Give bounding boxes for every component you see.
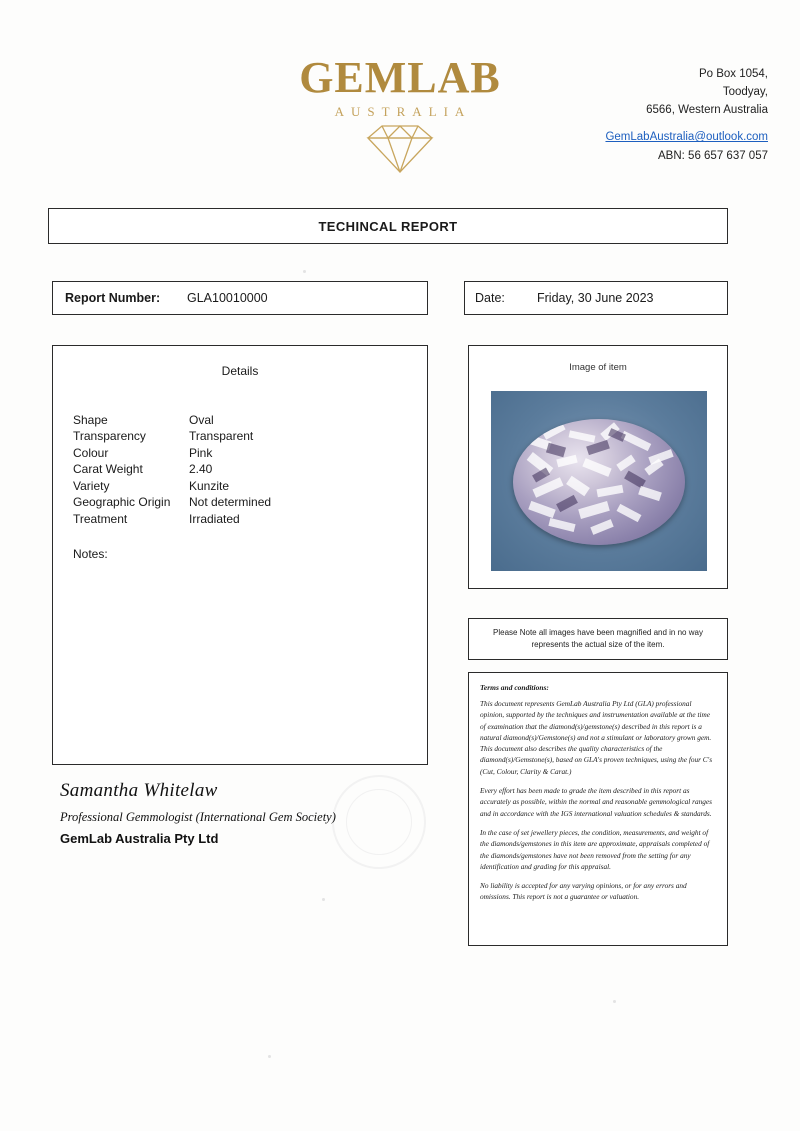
- detail-key: Transparency: [73, 429, 146, 444]
- signature-block: [60, 780, 440, 846]
- detail-value: Kunzite: [189, 478, 230, 493]
- gemstone-oval: [513, 419, 685, 545]
- detail-key: Treatment: [73, 511, 128, 526]
- report-number-box: [52, 281, 428, 315]
- terms-title: Terms and conditions:: [480, 683, 549, 692]
- detail-key: Colour: [73, 445, 109, 460]
- detail-value: Transparent: [189, 429, 254, 444]
- detail-value: Pink: [189, 445, 213, 460]
- detail-key: Carat Weight: [73, 462, 143, 477]
- document-header: [0, 48, 800, 168]
- table-row: [73, 494, 427, 510]
- address-line-2: Toodyay,: [722, 85, 768, 98]
- details-heading: Details: [221, 364, 259, 378]
- item-image-panel: [468, 345, 728, 589]
- date-label: Date:: [475, 291, 505, 305]
- signature-company: GemLab Australia Pty Ltd: [60, 831, 219, 846]
- email-link[interactable]: GemLabAustralia@outlook.com: [605, 131, 768, 144]
- detail-key: Shape: [73, 413, 108, 427]
- notes-label: Notes:: [73, 547, 108, 562]
- detail-key: Geographic Origin: [73, 495, 171, 510]
- table-row: [73, 478, 427, 494]
- date-value: Friday, 30 June 2023: [537, 291, 654, 305]
- address-line-1: Po Box 1054,: [698, 68, 768, 80]
- magnification-note: Please Note all images have been magnified and in no way represents the actual size of the item.: [493, 628, 703, 649]
- signature-role: Professional Gemmologist (International Gem Society): [60, 810, 336, 824]
- table-row: [73, 412, 427, 428]
- table-row: [73, 428, 427, 444]
- signature-name: Samantha Whitelaw: [60, 780, 218, 801]
- terms-paragraph: This document represents GemLab Australia Pty Ltd (GLA) professional opinion, supported by the techniques and instrumentation available at the time of examination that the diamond(s)/gemstone(s) described in this report is a natural diamond(s)/Gemstone(s) and not a stimulant or laboratory grown gem. This document also describes the quality characteristics of the diamond(s)/Gemstone(s), based on GLA's proven techniques, using the four C's (Cut, Colour, Clarity & Carat.): [480, 699, 713, 776]
- report-title-box: [48, 208, 728, 244]
- detail-value: Oval: [189, 413, 214, 427]
- item-image-heading: Image of item: [569, 362, 627, 373]
- detail-value: Irradiated: [189, 511, 240, 526]
- date-box: [464, 281, 728, 315]
- contact-block: [605, 66, 768, 166]
- page-title: TECHINCAL REPORT: [318, 218, 458, 234]
- detail-value: Not determined: [189, 495, 272, 510]
- detail-value: 2.40: [189, 462, 213, 477]
- table-row: [73, 445, 427, 461]
- details-panel: [52, 345, 428, 765]
- diamond-icon: [275, 122, 525, 174]
- logo-subtitle: AUSTRALIA: [334, 104, 472, 119]
- address-line-3: 6566, Western Australia: [646, 103, 768, 116]
- report-number-label: Report Number:: [65, 291, 161, 305]
- magnification-note-box: [468, 618, 728, 660]
- detail-key: Variety: [73, 478, 110, 493]
- table-row: [73, 511, 427, 527]
- logo-wordmark: GEMLAB: [299, 53, 501, 102]
- report-number-value: GLA10010000: [187, 291, 268, 305]
- gemstone-photo: [491, 391, 707, 571]
- terms-paragraph: In the case of set jewellery pieces, the condition, measurements, and weight of the diamonds/gemstones in this item are approximate, appraisals completed of the diamonds/gemstones have not been removed from the setting for any identification and grading for this appraisal.: [480, 827, 710, 871]
- details-table: [53, 412, 427, 527]
- gemlab-logo: [275, 53, 525, 174]
- abn-text: ABN: 56 657 637 057: [658, 150, 768, 163]
- table-row: [73, 461, 427, 477]
- terms-paragraph: Every effort has been made to grade the item described in this report as accurately as possible, within the normal and reasonable gemmological ranges and in accordance with the IGS international valuation schedules & standards.: [480, 786, 712, 818]
- terms-and-conditions-panel: [468, 672, 728, 946]
- terms-paragraph: No liability is accepted for any varying opinions, or for any errors and omissions. This report is not a guarantee or valuation.: [480, 881, 687, 902]
